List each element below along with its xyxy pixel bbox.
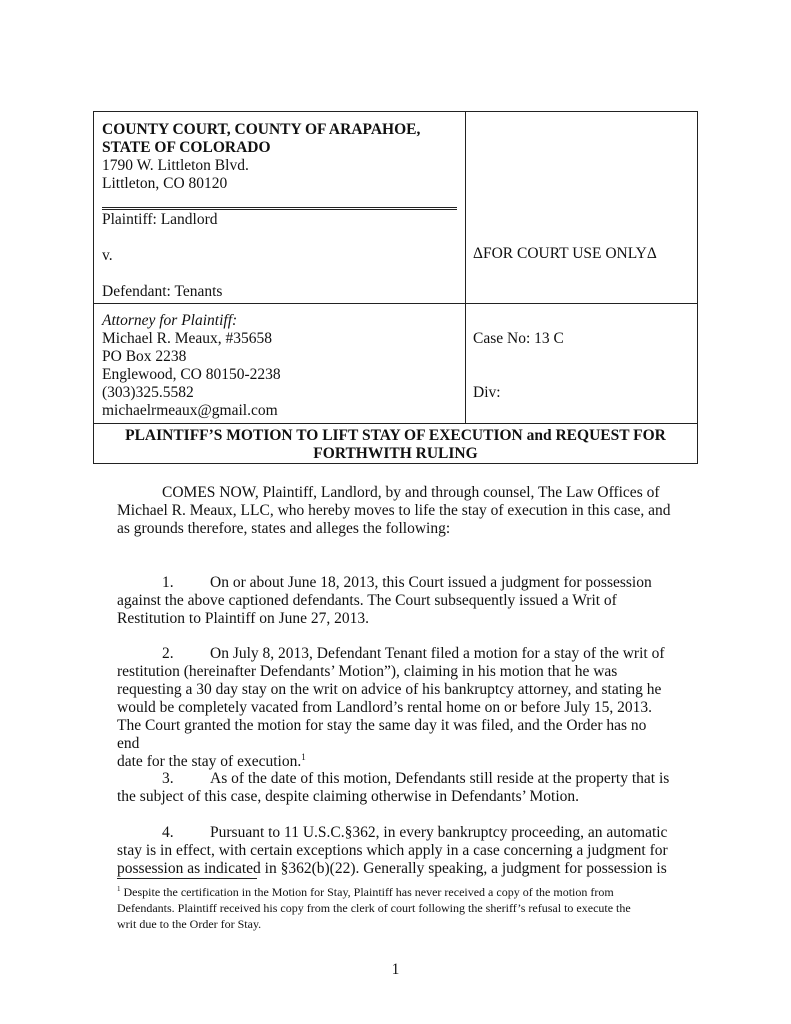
paragraph-number: 4.: [162, 824, 174, 841]
paragraph-line: the subject of this case, despite claiming otherwise in Defendants’ Motion.: [117, 788, 580, 805]
paragraph-line: On July 8, 2013, Defendant Tenant filed a motion for a stay of the writ of: [210, 645, 665, 662]
court-name-line1: COUNTY COURT, COUNTY OF ARAPAHOE,: [102, 121, 421, 138]
paragraph-number: 3.: [162, 770, 174, 787]
motion-title-line1: PLAINTIFF’S MOTION TO LIFT STAY OF EXECUTION and REQUEST FOR: [125, 427, 666, 444]
footnote: [117, 884, 677, 932]
attorney-name: Michael R. Meaux, #35658: [102, 330, 273, 347]
paragraph-line: On or about June 18, 2013, this Court issued a judgment for possession: [210, 574, 652, 591]
caption-vertical-divider: [465, 112, 466, 423]
attorney-label: Attorney for Plaintiff:: [102, 312, 238, 329]
intro-line: as grounds therefore, states and alleges the following:: [117, 520, 451, 537]
paragraph-line: Pursuant to 11 U.S.C.§362, in every bankruptcy proceeding, an automatic: [210, 824, 668, 841]
caption-box: [93, 111, 698, 464]
footnote-reference: 1: [301, 751, 306, 762]
attorney-city: Englewood, CO 80150-2238: [102, 366, 281, 383]
paragraph-line: requesting a 30 day stay on the writ on advice of his bankruptcy attorney, and stating he: [117, 681, 662, 698]
footnote-line: Despite the certification in the Motion for Stay, Plaintiff has never received a copy of the motion from: [120, 885, 614, 899]
paragraph-4: [117, 824, 672, 878]
court-use-only-label: ΔFOR COURT USE ONLYΔ: [473, 245, 657, 262]
footnote-line: writ due to the Order for Stay.: [117, 917, 262, 931]
court-address-2: Littleton, CO 80120: [102, 175, 228, 192]
paragraph-1: [117, 574, 672, 628]
plaintiff-party: Plaintiff: Landlord: [102, 211, 218, 228]
paragraph-line: restitution (hereinafter Defendants’ Motion”), claiming in his motion that he was: [117, 663, 618, 680]
court-address-1: 1790 W. Littleton Blvd.: [102, 157, 249, 174]
paragraph-line: against the above captioned defendants. The Court subsequently issued a Writ of: [117, 592, 617, 609]
paragraph-2: [117, 645, 672, 771]
caption-divider-1: [94, 303, 697, 304]
attorney-phone: (303)325.5582: [102, 384, 194, 401]
intro-line: Michael R. Meaux, LLC, who hereby moves to life the stay of execution in this case, and: [117, 502, 671, 519]
case-number: Case No: 13 C: [473, 330, 564, 347]
intro-paragraph: [117, 484, 672, 538]
paragraph-line: date for the stay of execution.: [117, 753, 302, 770]
footnote-separator: [117, 878, 257, 879]
paragraph-number: 1.: [162, 574, 174, 591]
attorney-po-box: PO Box 2238: [102, 348, 187, 365]
court-double-rule: [102, 207, 457, 210]
attorney-block: [102, 312, 281, 420]
footnote-mark: 1: [117, 885, 121, 893]
caption-divider-2: [94, 423, 697, 424]
paragraph-number: 2.: [162, 645, 174, 662]
attorney-email: michaelrmeaux@gmail.com: [102, 402, 278, 419]
paragraph-line: As of the date of this motion, Defendants still reside at the property that is: [210, 770, 670, 787]
footnote-line: Defendants. Plaintiff received his copy from the clerk of court following the sheriff’s refusal to execute the: [117, 901, 631, 915]
court-name-line2: STATE OF COLORADO: [102, 139, 271, 156]
defendant-party: Defendant: Tenants: [102, 283, 223, 300]
paragraph-line: The Court granted the motion for stay the same day it was filed, and the Order has no end: [117, 717, 647, 752]
court-block: [102, 121, 420, 193]
division: Div:: [473, 384, 501, 401]
paragraph-line: Restitution to Plaintiff on June 27, 2013.: [117, 610, 370, 627]
paragraph-line: possession as indicated in §362(b)(22). Generally speaking, a judgment for possession is: [117, 860, 667, 877]
versus-label: v.: [102, 247, 113, 264]
page-number: 1: [391, 961, 400, 978]
intro-line: COMES NOW, Plaintiff, Landlord, by and through counsel, The Law Offices of: [162, 484, 660, 501]
paragraph-line: would be completely vacated from Landlord’s rental home on or before July 15, 2013.: [117, 699, 653, 716]
motion-title: [94, 427, 697, 463]
paragraph-3: [117, 770, 672, 806]
paragraph-line: stay is in effect, with certain exceptions which apply in a case concerning a judgment for: [117, 842, 668, 859]
motion-title-line2: FORTHWITH RULING: [313, 445, 478, 462]
